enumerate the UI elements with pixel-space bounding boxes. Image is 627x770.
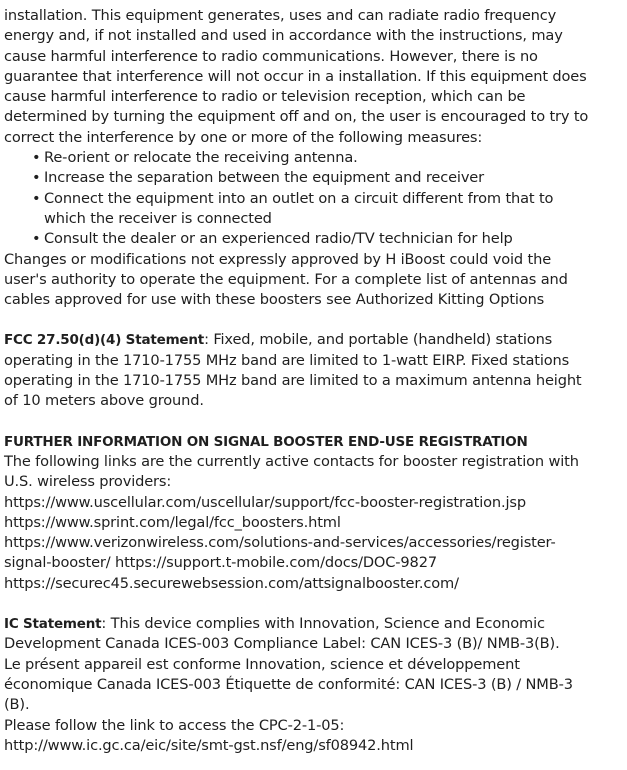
bullet-continuation: which the receiver is connected bbox=[44, 209, 272, 227]
list-item: • Increase the separation between the equipment and receiver bbox=[4, 168, 623, 188]
registration-line: U.S. wireless providers: bbox=[4, 473, 172, 491]
ic-line: Le présent appareil est conforme Innovation, science et développement bbox=[4, 655, 520, 673]
fcc-line: operating in the 1710-1755 MHz band are limited to 1-watt EIRP. Fixed stations bbox=[4, 351, 570, 369]
fcc-line: operating in the 1710-1755 MHz band are limited to a maximum antenna height bbox=[4, 372, 582, 390]
bullet-marker: • bbox=[32, 169, 41, 187]
intro-line: cause harmful interference to radio or television reception, which can be bbox=[4, 88, 526, 106]
list-item: • Connect the equipment into an outlet on a circuit different from that to which the receiver is connected bbox=[4, 189, 623, 230]
fcc-statement: FCC 27.50(d)(4) Statement: Fixed, mobile, and portable (handheld) stations operating in the 1710-1755 MHz band are limited to 1-watt EIRP. Fixed stations operating in the 1710-1755 MHz band are limited to a maximum antenna height of 10 meters above ground. bbox=[4, 330, 623, 411]
intro-line: energy and, if not installed and used in accordance with the instructions, may bbox=[4, 27, 563, 45]
registration-line: The following links are the currently active contacts for booster registration with bbox=[4, 452, 579, 470]
intro-paragraph bbox=[4, 6, 623, 148]
ic-line: Please follow the link to access the CPC-2-1-05: bbox=[4, 716, 345, 734]
verizon-tmobile-link[interactable]: signal-booster/ https://support.t-mobile.com/docs/DOC-9827 bbox=[4, 554, 437, 572]
ic-heading: IC Statement bbox=[4, 616, 102, 633]
intro-line: cause harmful interference to radio communications. However, there is no bbox=[4, 47, 538, 65]
verizon-link[interactable]: https://www.verizonwireless.com/solutions-and-services/accessories/register- bbox=[4, 534, 556, 552]
att-link[interactable]: https://securec45.securewebsession.com/attsignalbooster.com/ bbox=[4, 574, 459, 592]
intro-line: installation. This equipment generates, uses and can radiate radio frequency bbox=[4, 7, 557, 24]
sprint-link[interactable]: https://www.sprint.com/legal/fcc_boosters.html bbox=[4, 513, 341, 531]
intro-line: determined by turning the equipment off and on, the user is encouraged to try to bbox=[4, 108, 589, 126]
intro-line: guarantee that interference will not occur in a installation. If this equipment does bbox=[4, 67, 587, 85]
measures-list bbox=[4, 148, 623, 249]
bullet-marker: • bbox=[32, 189, 41, 207]
fcc-heading: FCC 27.50(d)(4) Statement bbox=[4, 332, 205, 349]
changes-line: cables approved for use with these boosters see Authorized Kitting Options bbox=[4, 291, 545, 309]
ic-line: (B). bbox=[4, 696, 30, 714]
uscellular-link[interactable]: https://www.uscellular.com/uscellular/support/fcc-booster-registration.jsp bbox=[4, 493, 526, 511]
intro-line: correct the interference by one or more of the following measures: bbox=[4, 128, 483, 146]
list-item: • Re-orient or relocate the receiving antenna. bbox=[4, 148, 623, 168]
changes-line: user's authority to operate the equipment. For a complete list of antennas and bbox=[4, 270, 568, 288]
bullet-marker: • bbox=[32, 230, 41, 248]
list-item: • Consult the dealer or an experienced radio/TV technician for help bbox=[4, 229, 623, 249]
changes-line: Changes or modifications not expressly approved by H iBoost could void the bbox=[4, 250, 552, 268]
ic-cpc-link[interactable]: http://www.ic.gc.ca/eic/site/smt-gst.nsf/eng/sf08942.html bbox=[4, 736, 414, 754]
registration-heading: FURTHER INFORMATION ON SIGNAL BOOSTER END-USE REGISTRATION bbox=[4, 433, 528, 450]
ic-line: Development Canada ICES-003 Compliance Label: CAN ICES-3 (B)/ NMB-3(B). bbox=[4, 635, 560, 653]
registration-section bbox=[4, 432, 623, 594]
ic-statement: IC Statement: This device complies with Innovation, Science and Economic Development Canada ICES-003 Compliance Label: CAN ICES-3 (B)/ NMB-3(B). Le présent appareil est conforme Innovation, science et développement économique Canada ICES-003 Étiquette de conformité: CAN ICES-3 (B) / NMB-3 (B). Please follow the link to access the CPC-2-1-05: http://www.ic.gc.ca/eic/site/smt-gst.nsf/eng/sf08942.html bbox=[4, 614, 623, 756]
ic-line: économique Canada ICES-003 Étiquette de conformité: CAN ICES-3 (B) / NMB-3 bbox=[4, 675, 573, 693]
bullet-marker: • bbox=[32, 149, 41, 167]
fcc-line: of 10 meters above ground. bbox=[4, 392, 204, 410]
changes-paragraph bbox=[4, 250, 623, 311]
